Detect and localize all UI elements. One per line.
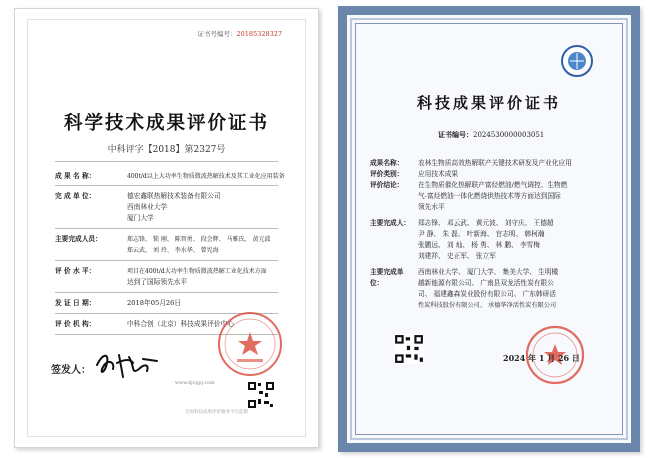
field-value: 郑云武、 刘 玲、 李水华、 曾宪海 <box>127 247 219 254</box>
field-row <box>55 213 305 224</box>
field-label: 主要完成人员： <box>55 235 102 243</box>
field-label: 评 价 机 构： <box>55 320 96 328</box>
field-row <box>370 229 610 240</box>
divider <box>55 260 278 261</box>
handwritten-signature <box>93 345 163 381</box>
field-value: 张鹏远、 刘 灿、 杨 勇、 林 鹏、 李雪梅 <box>418 241 540 249</box>
field-label: 完 成 单 位： <box>55 192 96 200</box>
field-value: 达到了国际领先水平 <box>127 278 188 286</box>
certificate-number-value: 2024530000003051 <box>473 131 545 139</box>
certificate-title: 科技成果评价证书 <box>416 94 561 112</box>
certificate-number-value: 20185328327 <box>236 30 282 38</box>
footer-organization: 全国科技成果评价服务平台监制 <box>185 410 248 415</box>
field-value: 性炭科技股份有限公司、 承德华净活性炭有限公司 <box>418 302 557 309</box>
divider <box>55 161 278 162</box>
field-label: 评价类别： <box>370 170 404 178</box>
field-value: 农林生物质高效热解联产关键技术研发及产业化应用 <box>418 159 572 167</box>
field-row <box>370 240 610 251</box>
field-row <box>370 180 610 191</box>
field-value: 越新能源有限公司、 广南县双龙活性炭有限公 <box>418 279 554 287</box>
field-value: 在生物质催化热解联产富烃燃油/燃气调控、生物燃 <box>418 181 568 189</box>
red-seal-stamp <box>215 309 285 379</box>
organization-logo-icon <box>560 44 594 78</box>
field-row <box>55 245 305 256</box>
field-row <box>370 169 610 180</box>
field-row <box>55 277 305 288</box>
field-label: 发 证 日 期： <box>55 299 96 307</box>
evaluation-certificate-2018 <box>14 8 319 448</box>
field-label: 主要完成人： <box>370 219 411 227</box>
certificate-number-label: 证书编号： <box>438 130 473 139</box>
divider <box>55 185 278 186</box>
field-value: 刘建祥、 史正军、 张立军 <box>418 252 496 260</box>
divider <box>55 292 278 293</box>
certificate-number <box>438 130 544 140</box>
field-value: 2018年05月26日 <box>127 299 182 307</box>
field-value: 郑志锋、 锁 刚、 陈智勇、 段会辉、 马雅氏、 黄元波 <box>127 236 271 243</box>
field-value: 尹 静、 朱 磊、 叶新海、 官志明、 韩柯瀚 <box>418 230 545 238</box>
qr-code <box>247 381 275 409</box>
qr-code <box>394 334 424 364</box>
issue-date: 2024 年 1 月 26 日 <box>503 353 580 363</box>
certificate-number <box>198 29 283 38</box>
certificate-number-label: 证书号编号： <box>197 30 237 38</box>
field-row <box>370 251 610 262</box>
field-row <box>370 300 610 311</box>
field-row <box>370 158 610 169</box>
evaluation-certificate-2024 <box>338 6 640 452</box>
field-row <box>370 191 610 202</box>
field-value: 项目在400t/d大功率生物质微波热解工业化技术方面 <box>127 268 267 275</box>
field-value: 领先水平 <box>418 203 445 211</box>
field-value: 西南林业大学 <box>127 203 168 211</box>
field-row <box>55 191 305 202</box>
field-label: 评 价 水 平： <box>55 267 96 275</box>
footer-note <box>175 381 245 387</box>
field-row <box>55 298 305 309</box>
field-row <box>55 234 305 245</box>
field-row <box>55 171 305 182</box>
field-row <box>370 218 610 229</box>
field-value: 厦门大学 <box>127 214 154 222</box>
divider <box>55 228 278 229</box>
field-label: 成 果 名 称： <box>55 172 96 180</box>
field-value: 应用技术成果 <box>418 170 459 178</box>
field-row <box>55 202 305 213</box>
field-value: 气-富烃燃油一体化燃烧供热技术等方面达到国际 <box>418 192 561 200</box>
field-value: 西南林业大学、 厦门大学、 集美大学、 生明橄 <box>418 268 559 276</box>
field-label: 评价结论： <box>370 181 404 189</box>
field-value: 司、 福建鑫森炭业股份有限公司、 广东韩研活 <box>418 290 556 298</box>
field-label: 成果名称： <box>370 159 404 167</box>
field-value: 400t/d以上大功率生物质微波热解技术及其工业化应用装备 <box>127 173 285 180</box>
field-row <box>370 278 610 289</box>
field-value: 中科合创（北京）科技成果评价中心 <box>127 320 234 328</box>
field-value: 郑志锋、 邓云武、 黄元波、 刘守庆、 王德超 <box>418 219 554 227</box>
certificate-title: 科学技术成果评价证书 <box>63 113 269 134</box>
signer-label: 签发人： <box>51 365 91 376</box>
field-row <box>55 266 305 277</box>
field-label: 主要完成单位： <box>370 268 404 287</box>
field-row <box>370 289 610 300</box>
field-value: 德宏鑫联热解技术装备有限公司 <box>127 192 221 200</box>
field-row <box>370 202 610 213</box>
certificate-reference: 中科评字【2018】第2327号 <box>107 145 226 155</box>
footer-url: www.kjcgpj.com <box>175 381 215 386</box>
